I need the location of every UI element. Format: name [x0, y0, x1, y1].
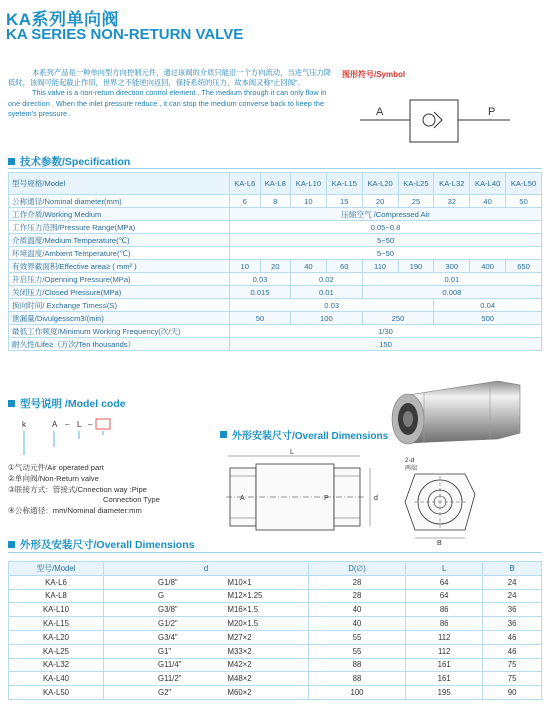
section-bullet-icon	[8, 158, 15, 165]
dims-cell: 161	[406, 658, 483, 672]
spec-row	[9, 299, 542, 312]
dims-cell: 24	[483, 575, 542, 589]
overall-dimensions-heading	[220, 427, 388, 442]
code-l: L	[77, 420, 82, 429]
model-code-heading-text: 型号说明 /Model code	[20, 397, 126, 410]
spec-model-cell: KA-L6	[230, 173, 261, 195]
spec-value-cell: 300	[434, 260, 470, 273]
section-bullet-icon	[220, 431, 227, 438]
dims-header-cell: d	[104, 562, 309, 576]
dims-cell: 88	[309, 672, 406, 686]
spec-value-cell: 5~50	[230, 247, 542, 260]
legend-item: ①气动元件/Air operated part	[8, 463, 104, 472]
dims-row	[9, 686, 542, 700]
dimensions-table-heading-text: 外形及安装尺寸/Overall Dimensions	[20, 538, 195, 551]
spec-model-label: 型号规格/Model	[9, 173, 230, 195]
spec-row	[9, 234, 542, 247]
spec-value-cell: 0.01	[362, 273, 541, 286]
spec-value-cell: 0.03	[230, 299, 434, 312]
spec-row	[9, 221, 542, 234]
spec-model-cell: KA-L10	[291, 173, 327, 195]
dimensions-table-heading	[8, 536, 194, 552]
dim-label-d: d	[374, 495, 378, 502]
dims-header-cell: D(∅)	[309, 562, 406, 576]
spec-row-label: 有效界截面积/Effective area≥ ( mm² )	[9, 260, 230, 273]
spec-value-cell: 150	[230, 338, 542, 351]
spec-value-cell: 6	[230, 195, 261, 208]
dims-row	[9, 617, 542, 631]
spec-value-cell: 0.008	[362, 286, 541, 299]
dims-cell: M10×1	[204, 575, 309, 589]
dims-cell: M20×1.5	[204, 617, 309, 631]
dims-row	[9, 603, 542, 617]
symbol-port-a: A	[376, 106, 384, 118]
dims-cell: KA-L6	[9, 575, 104, 589]
dims-cell: 40	[309, 603, 406, 617]
dims-cell: 100	[309, 686, 406, 700]
spec-value-cell: 1/30	[230, 325, 542, 338]
spec-row	[9, 325, 542, 338]
spec-model-cell: KA-L15	[326, 173, 362, 195]
spec-row-label: 环境温度/Ambient Temperature(℃)	[9, 247, 230, 260]
symbol-label: 图形符号/Symbol	[342, 70, 406, 79]
overall-dimensions-heading-text: 外形安装尺寸/Overall Dimensions	[232, 431, 389, 442]
divider	[8, 168, 542, 169]
spec-row	[9, 208, 542, 221]
spec-row-label: 开启压力/Openning Pressure(MPa)	[9, 273, 230, 286]
spec-row-label: 介质温度/Medium Temperature(℃)	[9, 234, 230, 247]
dims-cell: 112	[406, 630, 483, 644]
dims-cell: G1/8"	[104, 575, 204, 589]
spec-value-cell: 40	[291, 260, 327, 273]
dims-cell: 75	[483, 658, 542, 672]
dims-row	[9, 589, 542, 603]
dimensions-table	[8, 561, 542, 700]
dims-cell: KA-L50	[9, 686, 104, 700]
dims-cell: 64	[406, 589, 483, 603]
spec-value-cell: 650	[506, 260, 542, 273]
dims-cell: 46	[483, 630, 542, 644]
spec-row-label: 公称通径/Nominal diameter(mm)	[9, 195, 230, 208]
spec-row-label: 工作压力范围/Pressure Range(MPa)	[9, 221, 230, 234]
spec-value-cell: 0.04	[434, 299, 542, 312]
dims-cell: G3/8"	[104, 603, 204, 617]
legend-item: ④公称通径：mm/Nominal diameter:mm	[8, 506, 142, 516]
dims-cell: M12×1.25	[204, 589, 309, 603]
dims-cell: KA-L15	[9, 617, 104, 631]
spec-value-cell: 10	[291, 195, 327, 208]
spec-model-cell: KA-L8	[260, 173, 291, 195]
dims-cell: KA-L25	[9, 644, 104, 658]
spec-row	[9, 260, 542, 273]
dims-cell: KA-L10	[9, 603, 104, 617]
dims-cell: KA-L8	[9, 589, 104, 603]
spec-value-cell: 20	[260, 260, 291, 273]
dims-cell: 55	[309, 630, 406, 644]
legend-item: Connection Type	[103, 495, 160, 505]
spec-value-cell: 0.05~0.8	[230, 221, 542, 234]
valve-photo	[380, 377, 545, 457]
spec-value-cell: 0.01	[291, 286, 363, 299]
dims-cell: G	[104, 589, 204, 603]
dim-label-two-sides: 两端	[405, 466, 418, 472]
dim-label-p: P	[324, 495, 329, 502]
dims-cell: 195	[406, 686, 483, 700]
dims-cell: 28	[309, 589, 406, 603]
dim-label-l: L	[290, 449, 294, 456]
spec-value-cell: 8	[260, 195, 291, 208]
dim-label-b: B	[437, 540, 442, 546]
spec-header-row	[9, 173, 542, 195]
page-title-en: KA SERIES NON-RETURN VALVE	[6, 26, 244, 43]
spec-row-label: 最低工作频度/Minimum Working Frequency(次/天)	[9, 325, 230, 338]
spec-value-cell: 500	[434, 312, 542, 325]
spec-value-cell: 0.02	[291, 273, 363, 286]
spec-value-cell: 10	[230, 260, 261, 273]
page-title-cn: KA系列单向阀	[6, 10, 120, 29]
legend-item: ③联接方式：管接式/Cnnection way :Pipe	[8, 484, 147, 494]
dims-header-cell: 型号/Model	[9, 562, 104, 576]
spec-model-cell: KA-L50	[506, 173, 542, 195]
dims-cell: 36	[483, 603, 542, 617]
dims-cell: M33×2	[204, 644, 309, 658]
overall-dimensions-drawing	[220, 446, 545, 546]
spec-value-cell: 250	[362, 312, 434, 325]
svg-text:–: –	[65, 420, 70, 429]
spec-row	[9, 273, 542, 286]
spec-model-cell: KA-L40	[470, 173, 506, 195]
dims-cell: M16×1.5	[204, 603, 309, 617]
symbol-port-p: P	[488, 106, 496, 118]
dims-cell: 40	[309, 617, 406, 631]
spec-value-cell: 50	[506, 195, 542, 208]
spec-row-label: 关闭压力/Closed Pressure(MPa)	[9, 286, 230, 299]
spec-model-cell: KA-L25	[398, 173, 434, 195]
dims-cell: 64	[406, 575, 483, 589]
spec-model-cell: KA-L20	[362, 173, 398, 195]
model-code-legend	[8, 463, 160, 517]
dims-row	[9, 630, 542, 644]
spec-row	[9, 286, 542, 299]
dims-cell: 36	[483, 617, 542, 631]
dims-cell: M48×2	[204, 672, 309, 686]
spec-heading	[8, 153, 130, 169]
dims-cell: 161	[406, 672, 483, 686]
spec-value-cell: 400	[470, 260, 506, 273]
dims-cell: KA-L32	[9, 658, 104, 672]
spec-value-cell: 20	[362, 195, 398, 208]
spec-row	[9, 195, 542, 208]
dims-cell: KA-L40	[9, 672, 104, 686]
dims-cell: 24	[483, 589, 542, 603]
legend-item: ②单向阀/Non-Return valve	[8, 473, 99, 483]
spec-row-label: 工作介质/Working Medium	[9, 208, 230, 221]
dims-cell: G1"	[104, 644, 204, 658]
spec-value-cell: 25	[398, 195, 434, 208]
dims-cell: 46	[483, 644, 542, 658]
dims-cell: G11/2"	[104, 672, 204, 686]
dims-header-cell: B	[483, 562, 542, 576]
dims-cell: 112	[406, 644, 483, 658]
dims-cell: G3/4"	[104, 630, 204, 644]
spec-value-cell: 60	[326, 260, 362, 273]
spec-row	[9, 247, 542, 260]
spec-value-cell: 50	[230, 312, 291, 325]
dims-header-cell: L	[406, 562, 483, 576]
dims-cell: KA-L20	[9, 630, 104, 644]
spec-value-cell: 0.03	[230, 273, 291, 286]
spec-row-label: 耐久性/Life≥（万次/Ten thousands）	[9, 338, 230, 351]
dims-cell: 88	[309, 658, 406, 672]
spec-value-cell: 100	[291, 312, 363, 325]
dim-label-a: A	[240, 495, 245, 502]
dims-header-row	[9, 562, 542, 576]
dims-cell: M42×2	[204, 658, 309, 672]
code-k: k	[22, 420, 26, 429]
divider	[8, 552, 542, 553]
dims-cell: 28	[309, 575, 406, 589]
dims-cell: 75	[483, 672, 542, 686]
model-code-heading	[8, 395, 126, 411]
spec-value-cell: 5~50	[230, 234, 542, 247]
svg-text:–: –	[88, 420, 93, 429]
spec-value-cell: 40	[470, 195, 506, 208]
spec-table	[8, 172, 542, 351]
dims-row	[9, 672, 542, 686]
dims-cell: 86	[406, 617, 483, 631]
spec-row	[9, 312, 542, 325]
dims-cell: M60×2	[204, 686, 309, 700]
product-description	[8, 68, 333, 119]
spec-value-cell: 15	[326, 195, 362, 208]
spec-value-cell: 190	[398, 260, 434, 273]
code-a: A	[52, 420, 58, 429]
spec-value-cell: 0.015	[230, 286, 291, 299]
description-cn: 本系列产品是一种单向型方向控制元件，通过该阀的介质只能沿一个方向流动，当进气压力降低时，该阀可能起截止作用，世界之不能逆向返回，保持系统的压力，故本阀又称“止回阀”。	[8, 68, 332, 88]
section-bullet-icon	[8, 400, 15, 407]
dim-label-2d: 2-d	[405, 457, 415, 464]
dims-row	[9, 644, 542, 658]
spec-row-label: 换向时间/ Exchange Times≤(S)	[9, 299, 230, 312]
dims-cell: 86	[406, 603, 483, 617]
dims-cell: G1/2"	[104, 617, 204, 631]
dims-cell: M27×2	[204, 630, 309, 644]
spec-value-cell: 压缩空气 /Compressed Air	[230, 208, 542, 221]
dims-cell: G2"	[104, 686, 204, 700]
spec-model-cell: KA-L32	[434, 173, 470, 195]
dims-cell: 90	[483, 686, 542, 700]
spec-value-cell: 110	[362, 260, 398, 273]
dims-row	[9, 575, 542, 589]
check-valve-symbol	[360, 88, 530, 148]
spec-row-label: 泄漏量/Divulges≤cm3/(min)	[9, 312, 230, 325]
description-en: This valve is a non-return direction control element . The medium through it can only flow in one direction . When the inlet pressure reduce , it can stop the medium converse back to keep the syetem’s pressure .	[8, 88, 327, 118]
dims-cell: 55	[309, 644, 406, 658]
spec-heading-text: 技术参数/Specification	[20, 155, 131, 168]
model-code-diagram	[10, 413, 140, 458]
spec-value-cell: 32	[434, 195, 470, 208]
section-bullet-icon	[8, 541, 15, 548]
dims-row	[9, 658, 542, 672]
dims-cell: G11/4"	[104, 658, 204, 672]
spec-row	[9, 338, 542, 351]
